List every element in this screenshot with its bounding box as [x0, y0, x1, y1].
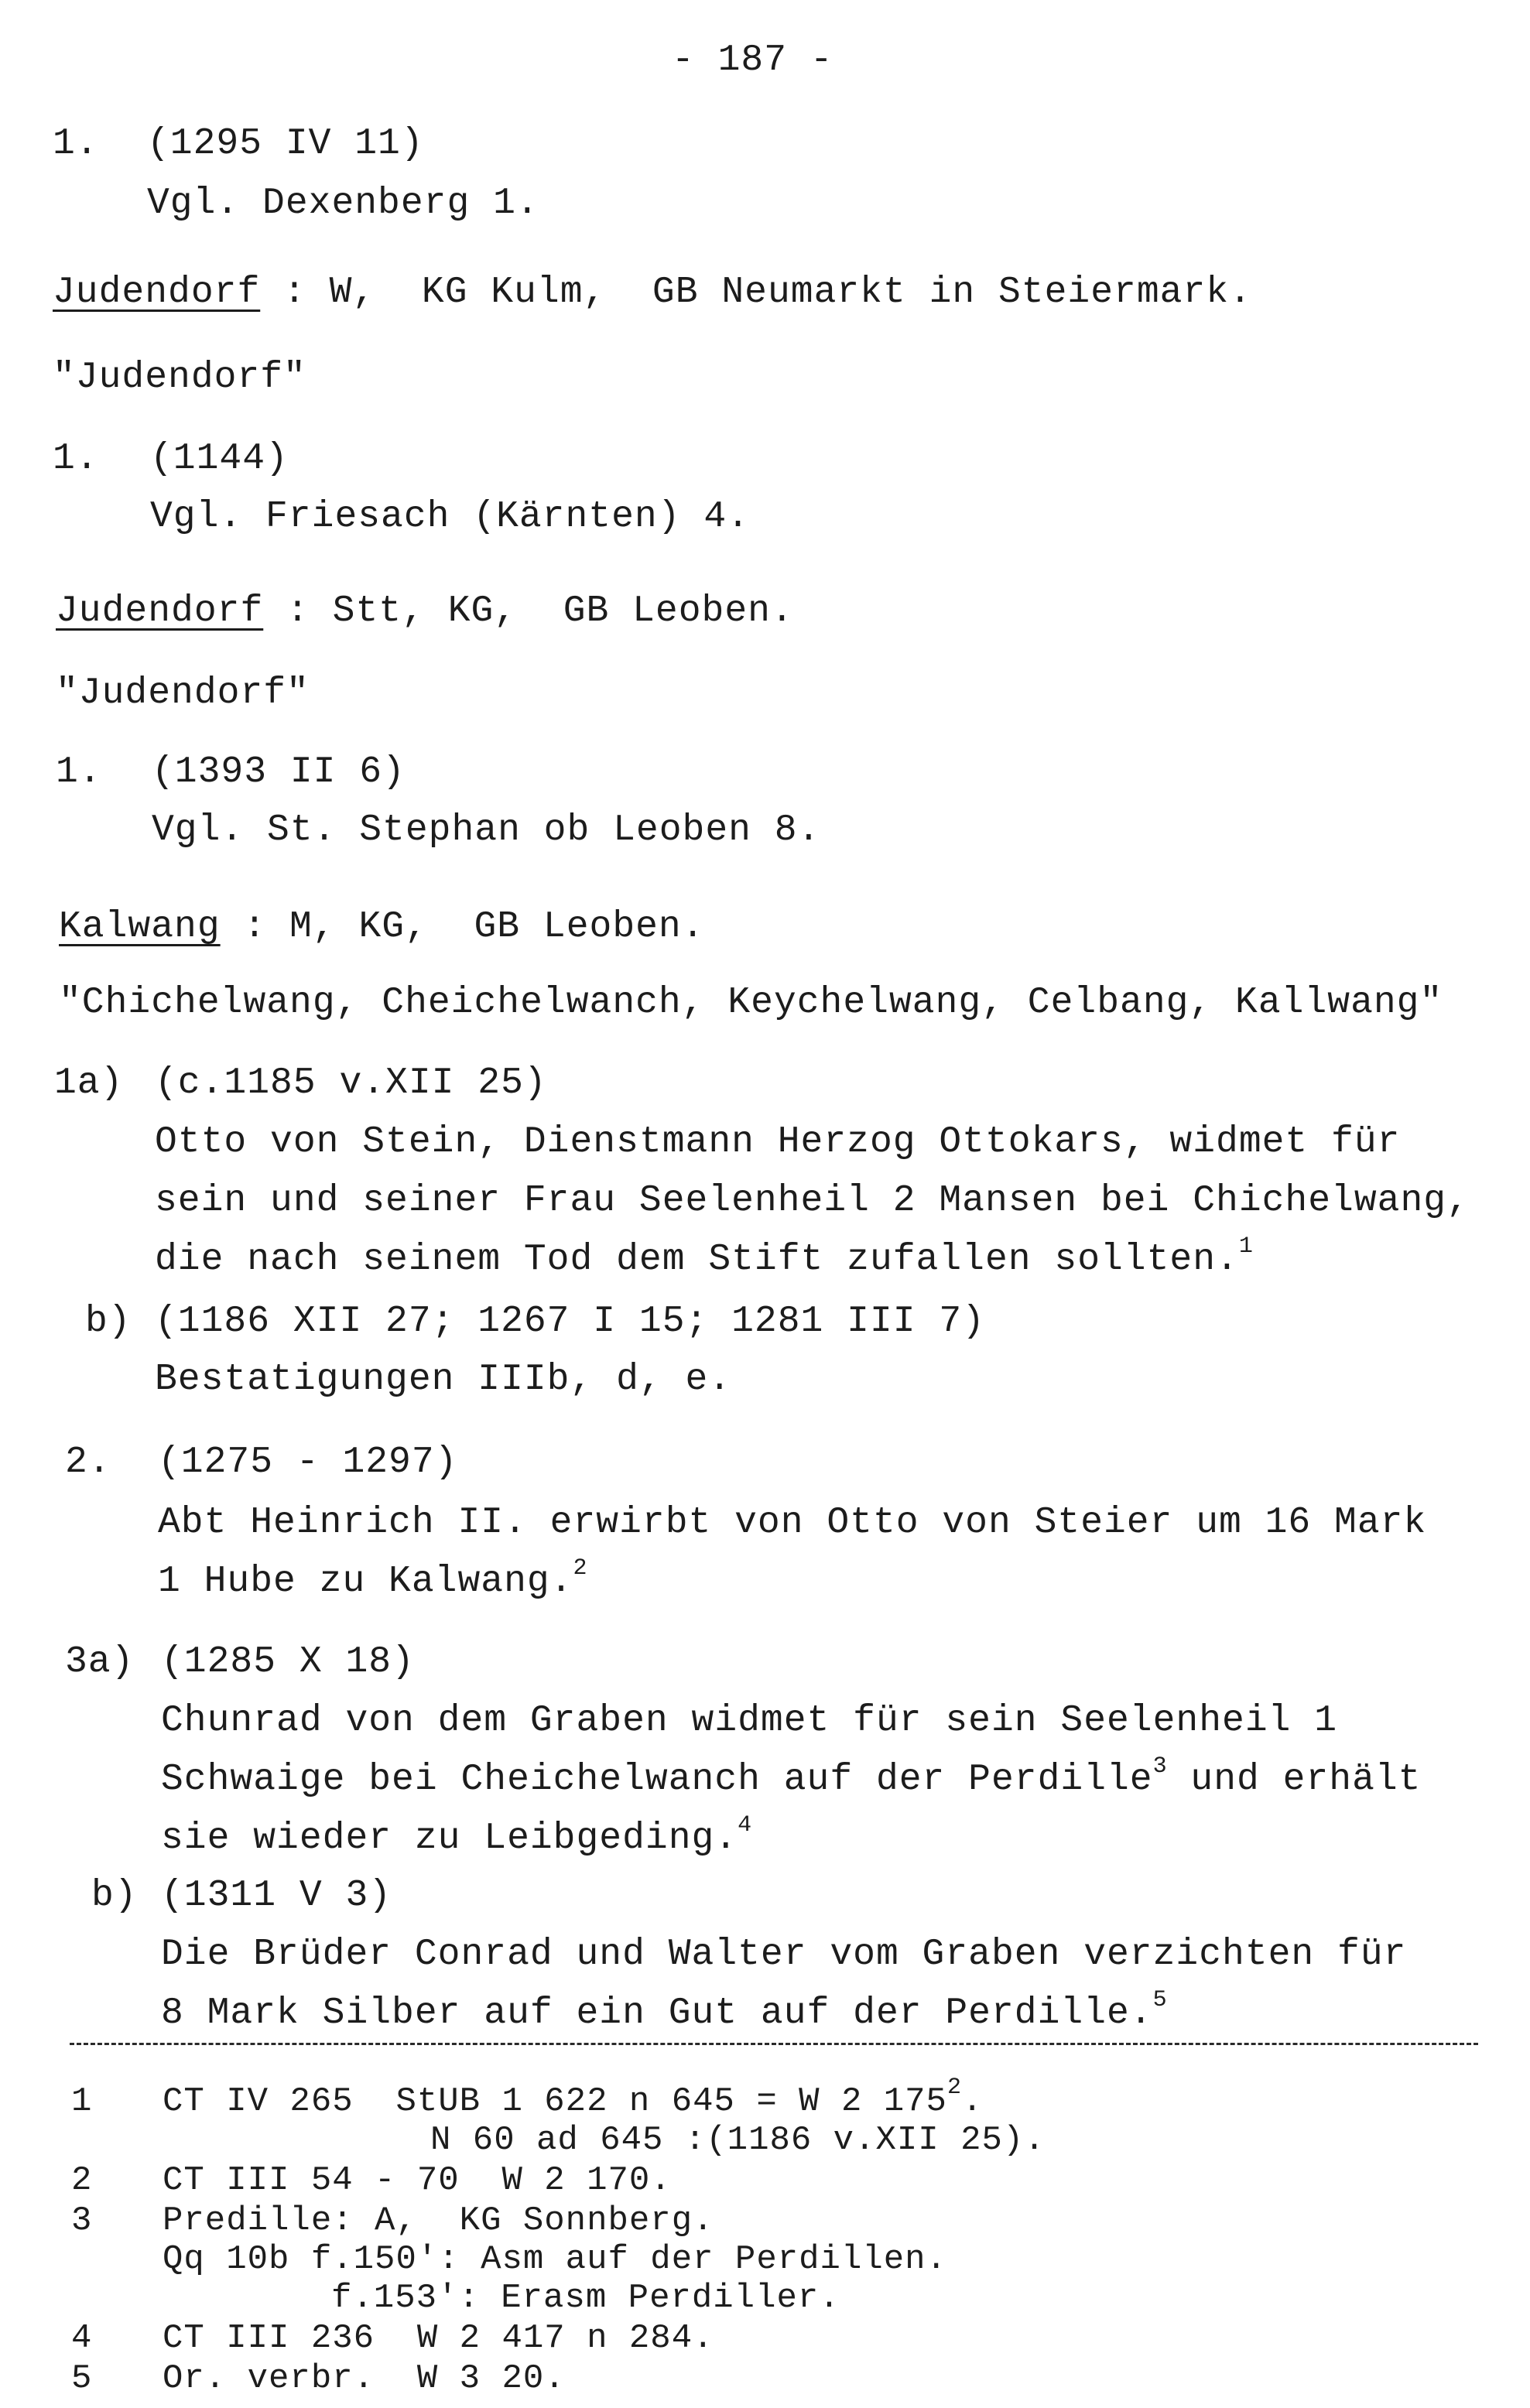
- entry-reference: Vgl. St. Stephan ob Leoben 8.: [152, 809, 821, 851]
- place-description: : W, KG Kulm, GB Neumarkt in Steiermark.: [260, 272, 1252, 313]
- entry-text-line: [161, 1987, 1168, 2035]
- entry-date: (1285 X 18): [161, 1641, 415, 1683]
- entry-text-line: [161, 1753, 1422, 1801]
- entry-text-line: [158, 1555, 588, 1603]
- place-heading: [53, 271, 1252, 314]
- place-name: Kalwang: [59, 906, 221, 948]
- place-name: Judendorf: [53, 272, 261, 313]
- entry-text-line: [161, 1812, 753, 1860]
- place-name-variants: "Judendorf": [53, 357, 306, 398]
- footnote-text: Qq 10b f.150': Asm auf der Perdillen.: [163, 2240, 947, 2279]
- entry-text-line: Die Brüder Conrad und Walter vom Graben verzichten für: [161, 1934, 1407, 1975]
- entry-reference: Vgl. Friesach (Kärnten) 4.: [150, 496, 750, 538]
- entry-number: 1a): [54, 1062, 124, 1104]
- footnote-text: CT III 54 - 70 W 2 170.: [163, 2161, 672, 2200]
- entry-date: (1393 II 6): [152, 751, 406, 793]
- entry-number: 1.: [53, 438, 99, 480]
- entry-text-continued: und erhält: [1167, 1759, 1422, 1801]
- footnote-number: 4: [71, 2319, 93, 2358]
- entry-text-line: Abt Heinrich II. erwirbt von Otto von Steier um 16 Mark: [158, 1502, 1427, 1544]
- entry-text: die nach seinem Tod dem Stift zufallen sollten.: [155, 1239, 1239, 1281]
- entry-text-line: Chunrad von dem Graben widmet für sein Seelenheil 1: [161, 1700, 1338, 1742]
- entry-date: (1275 - 1297): [158, 1442, 458, 1483]
- place-heading: [56, 590, 794, 633]
- entry-number: 3a): [65, 1641, 135, 1683]
- entry-number: b): [91, 1875, 138, 1917]
- footnote-number: 5: [71, 2359, 93, 2398]
- footnote-text: Or. verbr. W 3 20.: [163, 2359, 566, 2398]
- footnote-text: N 60 ad 645 :(1186 v.XII 25).: [430, 2121, 1046, 2160]
- place-description: : Stt, KG, GB Leoben.: [263, 590, 794, 632]
- entry-text-line: Bestatigungen IIIb, d, e.: [155, 1359, 732, 1401]
- footnote-superscript: 2: [946, 2075, 962, 2101]
- footnote-number: 3: [71, 2201, 93, 2240]
- entry-date: (c.1185 v.XII 25): [155, 1062, 547, 1104]
- footnote-separator: [70, 2043, 1478, 2045]
- entry-number: 2.: [65, 1442, 111, 1483]
- footnote-number: 2: [71, 2161, 93, 2200]
- entry-date: (1311 V 3): [161, 1875, 392, 1917]
- entry-text: 1 Hube zu Kalwang.: [158, 1561, 573, 1602]
- footnote-text-main: CT IV 265 StUB 1 622 n 645 = W 2 175: [163, 2082, 947, 2121]
- entry-text-line: Otto von Stein, Dienstmann Herzog Ottokars, widmet für: [155, 1121, 1401, 1163]
- place-name-variants: "Chichelwang, Cheichelwanch, Keychelwang, Celbang, Kallwang": [59, 982, 1443, 1024]
- page-number: - 187 -: [672, 39, 833, 81]
- footnote-marker: 2: [573, 1555, 588, 1582]
- place-heading: [59, 905, 705, 949]
- footnote-text-end: .: [961, 2082, 984, 2121]
- place-name-variants: "Judendorf": [56, 672, 310, 714]
- footnote-marker: 5: [1152, 1987, 1168, 2013]
- footnote-marker: 4: [738, 1812, 753, 1838]
- entry-date: (1295 IV 11): [147, 123, 424, 165]
- entry-date: (1144): [150, 438, 289, 480]
- entry-number: b): [85, 1301, 132, 1343]
- footnote-text: CT III 236 W 2 417 n 284.: [163, 2319, 714, 2358]
- footnote-marker: 1: [1238, 1233, 1254, 1260]
- entry-text: 8 Mark Silber auf ein Gut auf der Perdille.: [161, 1992, 1153, 2034]
- footnote-number: 1: [71, 2082, 93, 2121]
- entry-text: sie wieder zu Leibgeding.: [161, 1818, 738, 1859]
- entry-reference: Vgl. Dexenberg 1.: [147, 183, 539, 224]
- footnote-marker: 3: [1152, 1753, 1168, 1780]
- entry-text-line: sein und seiner Frau Seelenheil 2 Mansen bei Chichelwang,: [155, 1180, 1470, 1222]
- place-description: : M, KG, GB Leoben.: [220, 906, 705, 948]
- footnote-text: Predille: A, KG Sonnberg.: [163, 2201, 714, 2240]
- footnote-text: f.153': Erasm Perdiller.: [331, 2279, 840, 2317]
- entry-number: 1.: [53, 123, 99, 165]
- place-name: Judendorf: [56, 590, 264, 632]
- footnote-text: [163, 2075, 984, 2121]
- entry-text-line: [155, 1233, 1254, 1281]
- entry-text: Schwaige bei Cheichelwanch auf der Perdille: [161, 1759, 1153, 1801]
- entry-date: (1186 XII 27; 1267 I 15; 1281 III 7): [155, 1301, 985, 1343]
- entry-number: 1.: [56, 751, 102, 793]
